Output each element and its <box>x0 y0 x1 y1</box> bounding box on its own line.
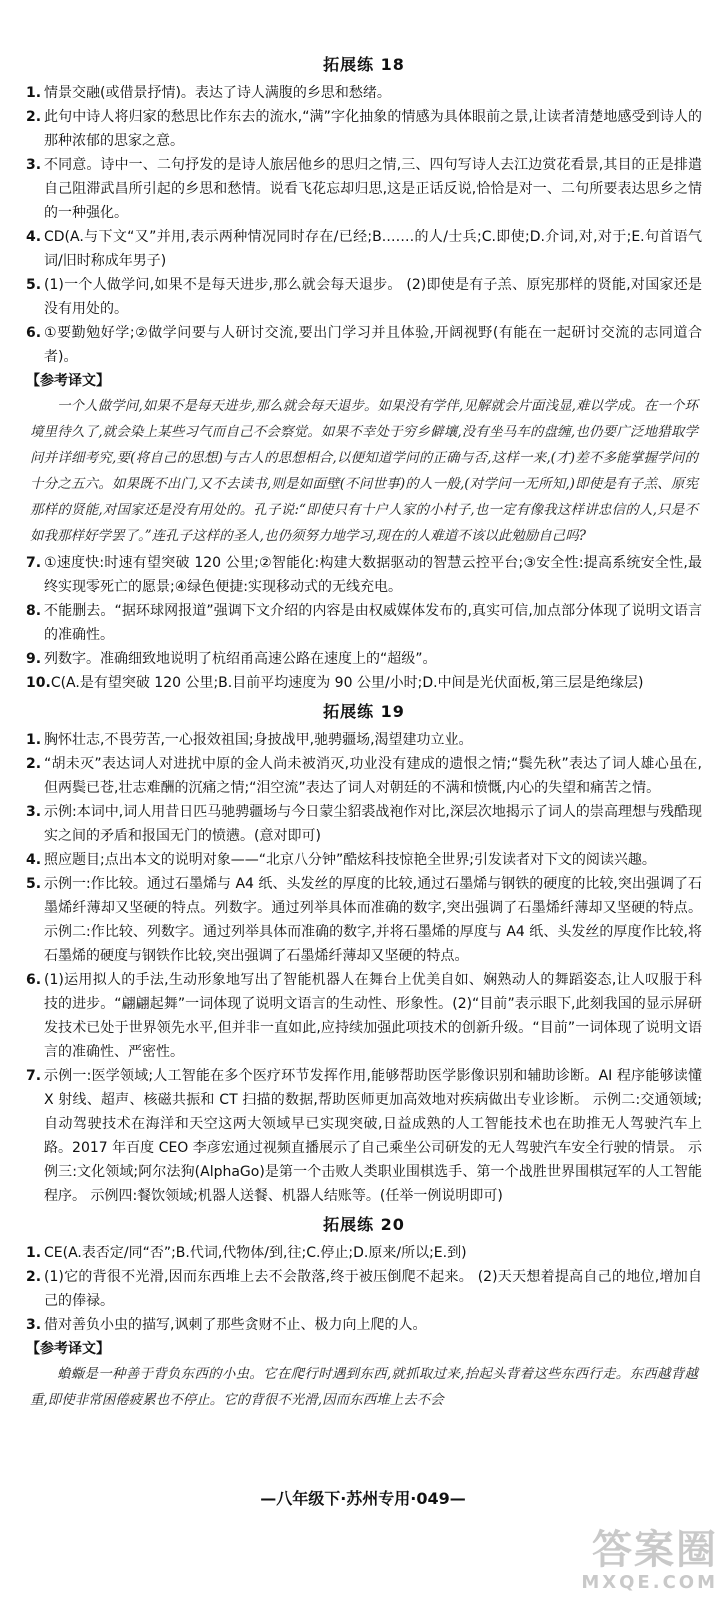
answer-item: 1. 情景交融(或借景抒情)。表达了诗人满腹的乡思和愁绪。 <box>26 85 391 101</box>
answer-item: 3. 借对善负小虫的描写,讽刺了那些贪财不止、极力向上爬的人。 <box>26 1317 427 1333</box>
answer-item: 5. (1)一个人做学问,如果不是每天进步,那么就会每天退步。 (2)即使是有子羔、原宪那样的贤能,对国家还是没有用处的。 <box>26 277 702 317</box>
s19-items <box>26 728 702 1208</box>
section-title-18: 拓展练 18 <box>323 55 405 74</box>
answer-item: 6. ①要勤勉好学;②做学问要与人研讨交流,要出门学习并且体验,开阔视野(有能在一起研讨交流的志同道合者)。 <box>26 325 702 365</box>
answer-item: 8. 不能删去。“据环球网报道”强调下文介绍的内容是由权威媒体发布的,真实可信,加点部分体现了说明文语言的准确性。 <box>26 603 702 643</box>
watermark-logo <box>528 1528 718 1594</box>
reference-translation-label: 【参考译文】 <box>26 1341 110 1357</box>
section-title-19: 拓展练 19 <box>323 702 405 721</box>
answer-item: 2. 此句中诗人将归家的愁思比作东去的流水,“满”字化抽象的情感为具体眼前之景,让读者清楚地感受到诗人的那种浓郁的思家之意。 <box>26 109 702 149</box>
s18-items-2 <box>26 551 702 695</box>
page-footer: —八年级下·苏州专用·049— <box>260 1489 466 1508</box>
s20-items <box>26 1241 702 1337</box>
reference-translation: 蝜蝂是一种善于背负东西的小虫。它在爬行时遇到东西,就抓取过来,抬起头背着这些东西行走。东西越背越重,即使非常困倦疲累也不停止。它的背很不光滑,因而东西堆上去不会 <box>30 1366 698 1408</box>
answer-item: 6. (1)运用拟人的手法,生动形象地写出了智能机器人在舞台上优美自如、娴熟动人的舞蹈姿态,让人叹服于科技的进步。“翩翩起舞”一词体现了说明文语言的生动性、形象性。(2)“目前”表示眼下,此刻我国的显示屏研发技术已处于世界领先水平,但并非一直如此,应持续加强此项技术的创新升级。“目前”一词体现了说明文语言的准确性、严密性。 <box>26 972 702 1060</box>
reference-translation-label: 【参考译文】 <box>26 373 110 389</box>
answer-item: 1. CE(A.表否定/同“否”;B.代词,代物体/到,往;C.停止;D.原来/所以;E.到) <box>26 1245 467 1261</box>
answer-item: 4. CD(A.与下文“又”并用,表示两种情况同时存在/已经;B.……的人/士兵;C.即使;D.介词,对,对于;E.句首语气词/旧时称成年男子) <box>26 229 702 269</box>
answer-item: 7. 示例一:医学领域;人工智能在多个医疗环节发挥作用,能够帮助医学影像识别和辅助诊断。AI 程序能够读懂 X 射线、超声、核磁共振和 CT 扫描的数据,帮助医师更加高效地对疾病做出专业诊断。 示例二:交通领域;自动驾驶技术在海洋和天空这两大领域早已实现突破,日益成熟的人工智能技术也在助推无人驾驶汽车上路。2017 年百度 CEO 李彦宏通过视频直播展示了自己乘坐公司研发的无人驾驶汽车安全行驶的情景。 示例三:文化领域;阿尔法狗(AlphaGo)是第一个击败人类职业围棋选手、第一个战胜世界围棋冠军的人工智能程序。 示例四:餐饮领域;机器人送餐、机器人结账等。(任举一例说明即可) <box>26 1068 702 1204</box>
answer-item: 2. (1)它的背很不光滑,因而东西堆上去不会散落,终于被压倒爬不起来。 (2)天天想着提高自己的地位,增加自己的俸禄。 <box>26 1269 702 1309</box>
answer-item: 5. 示例一:作比较。通过石墨烯与 A4 纸、头发丝的厚度的比较,通过石墨烯与钢铁的硬度的比较,突出强调了石墨烯纤薄却又坚硬的特点。列数字。通过列举具体而准确的数字,突出强调了石墨烯纤薄却又坚硬的特点。 示例二:作比较、列数字。通过列举具体而准确的数字,并将石墨烯的厚度与 A4 纸、头发丝的厚度作比较,将石墨烯的硬度与钢铁作比较,突出强调了石墨烯纤薄却又坚硬的特点。 <box>26 876 702 964</box>
answer-item: 4. 照应题目;点出本文的说明对象——“北京八分钟”酷炫科技惊艳全世界;引发读者对下文的阅读兴趣。 <box>26 852 656 868</box>
answer-item: 3. 示例:本词中,词人用昔日匹马驰骋疆场与今日蒙尘貂裘战袍作对比,深层次地揭示了词人的崇高理想与残酷现实之间的矛盾和报国无门的愤懑。(意对即可) <box>26 804 702 844</box>
reference-translation: 一个人做学问,如果不是每天进步,那么就会每天退步。如果没有学伴,见解就会片面浅显,难以学成。在一个环境里待久了,就会染上某些习气而自己不会察觉。如果不幸处于穷乡僻壤,没有坐马车的盘缠,也仍要广泛地猎取学问并详细考究,要(将自己的思想)与古人的思想相合,以便知道学问的正确与否,这样一来,(才)差不多能掌握学问的十分之五六。如果既不出门,又不去读书,则是如面壁(不问世事)的人一般,(对学问一无所知,)即使是有子羔、原宪那样的贤能,对国家还是没有用处的。孔子说:“即使只有十户人家的小村子,也一定有像我这样讲忠信的人,只是不如我那样好学罢了。”连孔子这样的圣人,也仍须努力地学习,现在的人难道不该以此勉励自己吗? <box>30 398 698 544</box>
answer-item: 9. 列数字。准确细致地说明了杭绍甬高速公路在速度上的“超级”。 <box>26 651 437 667</box>
watermark-text: 答案圈 <box>592 1527 718 1573</box>
s18-items <box>26 81 702 369</box>
watermark-url: MXQE.COM <box>581 1572 718 1593</box>
answer-item: 10. C(A.是有望突破 120 公里;B.目前平均速度为 90 公里/小时;D.中间是光伏面板,第三层是绝缘层) <box>26 675 644 691</box>
section-title-20: 拓展练 20 <box>323 1215 405 1234</box>
answer-page <box>26 48 702 1415</box>
answer-item: 3. 不同意。诗中一、二句抒发的是诗人旅居他乡的思归之情,三、四句写诗人去江边赏花看景,其目的正是排遣自己阻滞武昌所引起的乡思和愁情。说看飞花忘却归思,这是正话反说,恰恰是对一、二句所要表达思乡之情的一种强化。 <box>26 157 702 221</box>
answer-item: 7. ①速度快:时速有望突破 120 公里;②智能化:构建大数据驱动的智慧云控平台;③安全性:提高系统安全性,最终实现零死亡的愿景;④绿色便捷:实现移动式的无线充电。 <box>26 555 702 595</box>
answer-item: 1. 胸怀壮志,不畏劳苦,一心报效祖国;身披战甲,驰骋疆场,渴望建功立业。 <box>26 732 473 748</box>
answer-item: 2. “胡未灭”表达词人对进扰中原的金人尚未被消灭,功业没有建成的遗恨之情;“鬓先秋”表达了词人雄心虽在,但两鬓已苍,壮志难酬的沉痛之情;“泪空流”表达了词人对朝廷的不满和愤慨,内心的失望和痛苦之情。 <box>26 756 702 796</box>
